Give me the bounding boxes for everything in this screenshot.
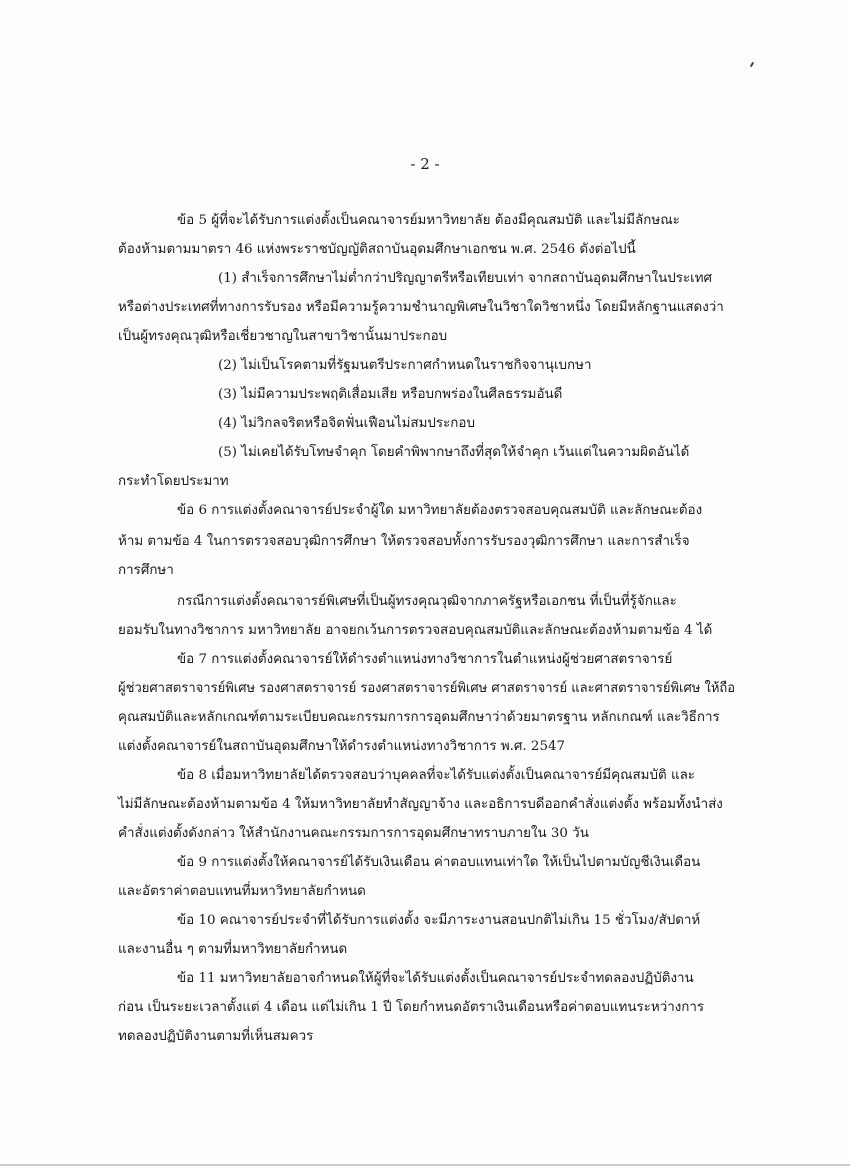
text-line: ข้อ 8 เมื่อมหาวิทยาลัยได้ตรวจสอบว่าบุคคลที่จะได้รับแต่งตั้งเป็นคณาจารย์มีคุณสมบัติ และ — [177, 768, 695, 783]
text-line: (2) ไม่เป็นโรคตามที่รัฐมนตรีประกาศกำหนดในราชกิจจานุเบกษา — [218, 358, 592, 373]
text-line: และอัตราค่าตอบแทนที่มหาวิทยาลัยกำหนด — [118, 884, 366, 899]
text-line: ข้อ 11 มหาวิทยาลัยอาจกำหนดให้ผู้ที่จะได้รับแต่งตั้งเป็นคณาจารย์ประจำทดลองปฏิบัติงาน — [177, 971, 694, 986]
text-line: การศึกษา — [118, 563, 174, 578]
text-line: คุณสมบัติและหลักเกณฑ์ตามระเบียบคณะกรรมการการอุดมศึกษาว่าด้วยมาตรฐาน หลักเกณฑ์ และวิธีการ — [118, 710, 720, 725]
page-number: - 2 - — [410, 155, 440, 173]
text-line: (4) ไม่วิกลจริตหรือจิตฟั่นเฟือนไม่สมประกอบ — [218, 416, 475, 431]
text-line: ข้อ 9 การแต่งตั้งให้คณาจารย์ได้รับเงินเดือน ค่าตอบแทนเท่าใด ให้เป็นไปตามบัญชีเงินเดือน — [177, 855, 701, 870]
text-line: ทดลองปฏิบัติงานตามที่เห็นสมควร — [118, 1029, 314, 1044]
text-line: และงานอื่น ๆ ตามที่มหาวิทยาลัยกำหนด — [118, 942, 348, 957]
page-bottom-edge — [0, 1164, 850, 1166]
text-line: ก่อน เป็นระยะเวลาตั้งแต่ 4 เดือน แต่ไม่เกิน 1 ปี โดยกำหนดอัตราเงินเดือนหรือค่าตอบแทนระหว่างการ — [118, 1000, 705, 1015]
text-line: หรือต่างประเทศที่ทางการรับรอง หรือมีความรู้ความชำนาญพิเศษในวิชาใดวิชาหนึ่ง โดยมีหลักฐานแสดงว่า — [118, 300, 724, 315]
text-line: ข้อ 5 ผู้ที่จะได้รับการแต่งตั้งเป็นคณาจารย์มหาวิทยาลัย ต้องมีคุณสมบัติ และไม่มีลักษณะ — [177, 213, 680, 228]
text-line: ผู้ช่วยศาสตราจารย์พิเศษ รองศาสตราจารย์ รองศาสตราจารย์พิเศษ ศาสตราจารย์ และศาสตราจารย์พิเศษ ให้ถือ — [118, 681, 736, 696]
text-line: (5) ไม่เคยได้รับโทษจำคุก โดยคำพิพากษาถึงที่สุดให้จำคุก เว้นแต่ในความผิดอันได้ — [218, 445, 690, 460]
text-line: (1) สำเร็จการศึกษาไม่ต่ำกว่าปริญญาตรีหรือเทียบเท่า จากสถาบันอุดมศึกษาในประเทศ — [218, 271, 713, 286]
text-line: ไม่มีลักษณะต้องห้ามตามข้อ 4 ให้มหาวิทยาลัยทำสัญญาจ้าง และอธิการบดีออกคำสั่งแต่งตั้ง พร้อมทั้งนำส่ง — [118, 797, 723, 812]
text-line: กระทำโดยประมาท — [118, 474, 229, 489]
text-line: ต้องห้ามตามมาตรา 46 แห่งพระราชบัญญัติสถาบันอุดมศึกษาเอกชน พ.ศ. 2546 ดังต่อไปนี้ — [118, 242, 636, 257]
text-line: ห้าม ตามข้อ 4 ในการตรวจสอบวุฒิการศึกษา ให้ตรวจสอบทั้งการรับรองวุฒิการศึกษา และการสำเร็จ — [118, 534, 690, 549]
text-line: คำสั่งแต่งตั้งดังกล่าว ให้สำนักงานคณะกรรมการการอุดมศึกษาทราบภายใน 30 วัน — [118, 826, 589, 841]
text-line: ยอมรับในทางวิชาการ มหาวิทยาลัย อาจยกเว้นการตรวจสอบคุณสมบัติและลักษณะต้องห้ามตามข้อ 4 ได้ — [118, 623, 713, 638]
text-line: แต่งตั้งคณาจารย์ในสถาบันอุดมศึกษาให้ดำรงตำแหน่งทางวิชาการ พ.ศ. 2547 — [118, 739, 566, 754]
text-line: ข้อ 7 การแต่งตั้งคณาจารย์ให้ดำรงตำแหน่งทางวิชาการในตำแหน่งผู้ช่วยศาสตราจารย์ — [177, 652, 673, 667]
text-line: ข้อ 6 การแต่งตั้งคณาจารย์ประจำผู้ใด มหาวิทยาลัยต้องตรวจสอบคุณสมบัติ และลักษณะต้อง — [177, 503, 703, 518]
text-line: กรณีการแต่งตั้งคณาจารย์พิเศษที่เป็นผู้ทรงคุณวุฒิจากภาครัฐหรือเอกชน ที่เป็นที่รู้จักและ — [177, 594, 677, 609]
scan-mark — [750, 62, 754, 67]
text-line: (3) ไม่มีความประพฤติเสื่อมเสีย หรือบกพร่องในศีลธรรมอันดี — [218, 387, 563, 402]
text-line: ข้อ 10 คณาจารย์ประจำที่ได้รับการแต่งตั้ง จะมีภาระงานสอนปกติไม่เกิน 15 ชั่วโมง/สัปดาห์ — [177, 913, 701, 928]
text-line: เป็นผู้ทรงคุณวุฒิหรือเชี่ยวชาญในสาขาวิชานั้นมาประกอบ — [118, 329, 448, 344]
